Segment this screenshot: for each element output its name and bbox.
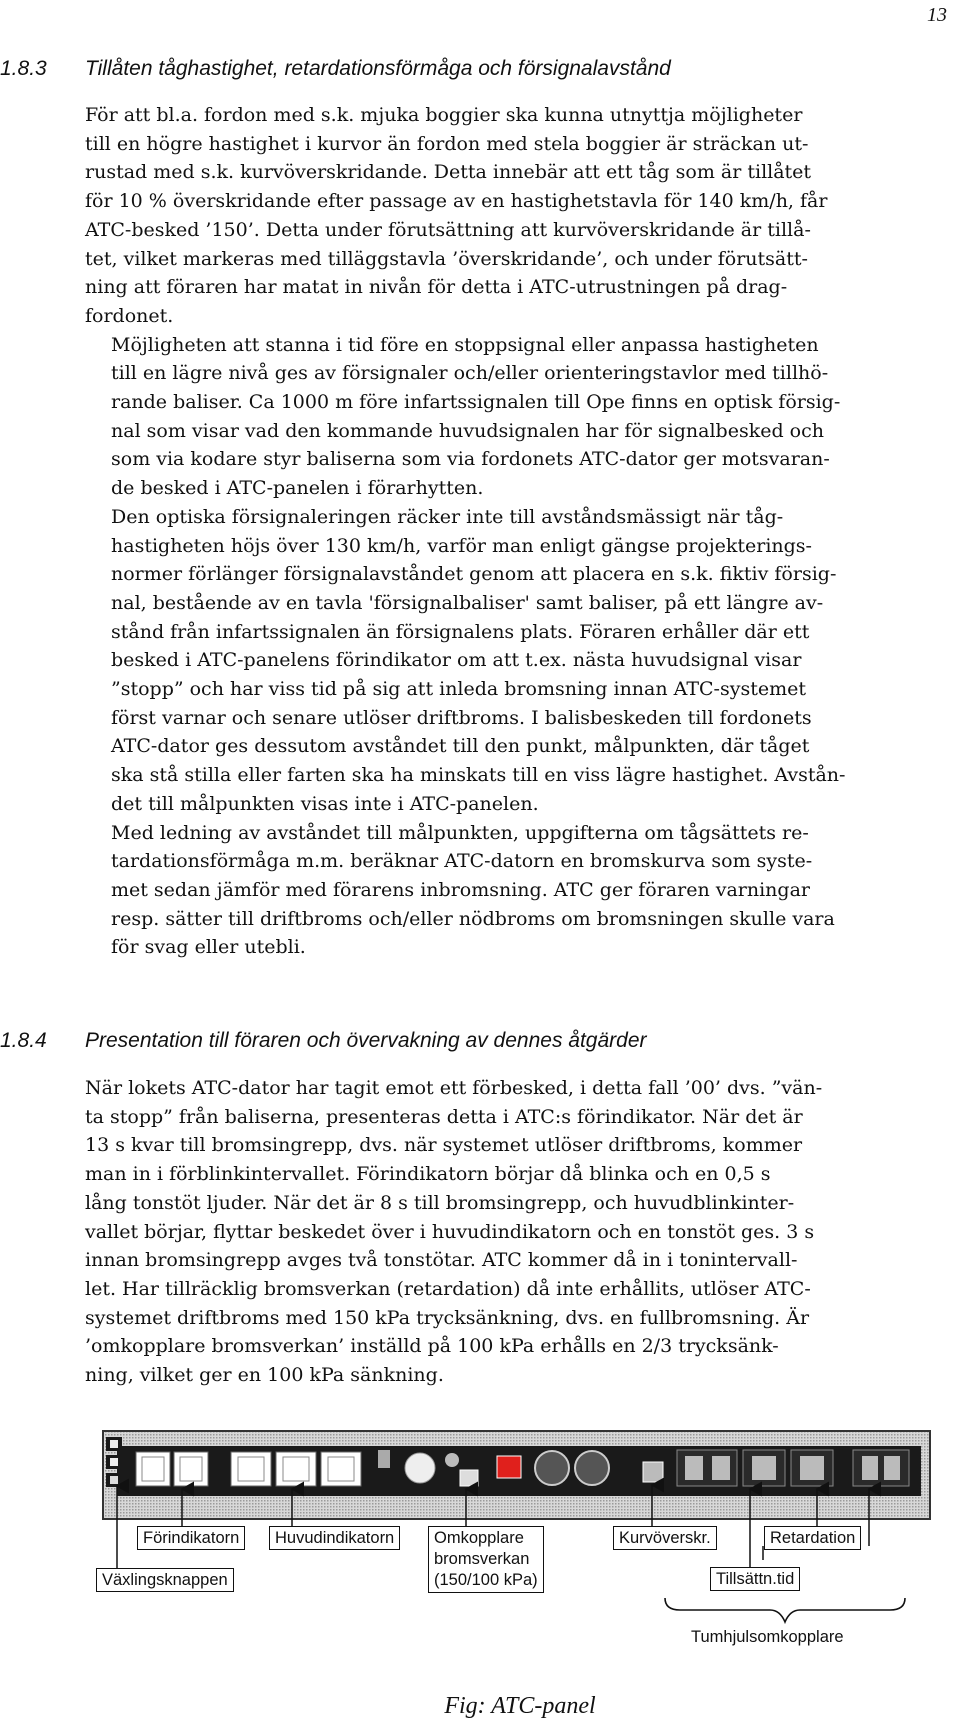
text-line: nal som visar vad den kommande huvudsignalen har för signalbesked och (111, 419, 824, 442)
text-line: För att bl.a. fordon med s.k. mjuka boggier ska kunna utnyttja möjligheter (85, 104, 803, 126)
text-line: ning, vilket ger en 100 kPa sänkning. (85, 1364, 444, 1387)
page-number: 13 (927, 4, 947, 26)
text-line: Möjligheten att stanna i tid före en stoppsignal eller anpassa hastigheten (111, 333, 819, 356)
thumbwheel-switches[interactable] (677, 1450, 909, 1486)
red-button[interactable] (497, 1456, 521, 1478)
huvudindikator-display (231, 1452, 361, 1486)
text-line: ATC-dator ges dessutom avståndet till den punkt, målpunkten, där tåget (111, 735, 810, 758)
text-line: let. Har tillräcklig bromsverkan (retardation) då inte erhållits, utlöser ATC- (85, 1277, 811, 1300)
text-line: normer förlänger försignalavståndet genom att placera en s.k. fiktiv försig- (111, 563, 837, 586)
text-line: ATC-besked ’150’. Detta under förutsättning att kurvöverskridande är tillå- (85, 218, 811, 241)
text-line: met sedan jämför med förarens inbromsning. ATC ger föraren varningar (111, 878, 810, 901)
text-line: nal, bestående av en tavla 'försignalbaliser' samt baliser, på ett längre av- (111, 591, 824, 614)
label-line: bromsverkan (434, 1550, 530, 1568)
text-line: Den optiska försignaleringen räcker inte till avståndsmässigt när tåg- (111, 505, 784, 528)
text-line: När lokets ATC-dator har tagit emot ett förbesked, i detta fall ’00’ dvs. ”vän- (85, 1077, 823, 1099)
label-huvudindikatorn: Huvudindikatorn (269, 1526, 400, 1550)
label-vaxlingsknappen: Växlingsknappen (96, 1568, 234, 1592)
text-line: hastigheten höjs över 130 km/h, varför man enligt gängse projekterings- (111, 534, 812, 557)
text-line: till en högre hastighet i kurvor än fordon med stela boggier är sträckan ut- (85, 132, 809, 155)
text-line: de besked i ATC-panelen i förarhytten. (111, 477, 484, 500)
figure-caption: Fig: ATC-panel (444, 1693, 596, 1719)
section-number: 1.8.4 (0, 1029, 47, 1052)
text-line: ning att föraren har matat in nivån för detta i ATC-utrustningen på drag- (85, 276, 788, 299)
section-number: 1.8.3 (0, 57, 47, 80)
text-line: tet, vilket markeras med tilläggstavla ’överskridande’, och under förutsätt- (85, 247, 808, 270)
text-line: Med ledning av avståndet till målpunkten, uppgifterna om tågsättets re- (111, 821, 809, 844)
text-line: som via kodare styr baliserna som via fordonets ATC-dator ger motsvaran- (111, 448, 830, 471)
text-line: ’omkopplare bromsverkan’ inställd på 100 kPa erhålls en 2/3 trycksänk- (85, 1335, 779, 1358)
text-line: till en lägre nivå ges av försignaler och/eller orienteringstavlor med tillhö- (111, 362, 829, 385)
dark-round-button[interactable] (575, 1451, 609, 1485)
small-indicator-lamp (445, 1453, 459, 1467)
text-line: tardationsförmåga m.m. beräknar ATC-datorn en bromskurva som syste- (111, 850, 813, 873)
grey-round-button[interactable] (405, 1453, 435, 1483)
thumbwheel-brace (665, 1598, 905, 1622)
text-line: det till målpunkten visas inte i ATC-panelen. (111, 792, 539, 815)
text-line: rande baliser. Ca 1000 m före infartssignalen till Ope finns en optisk försig- (111, 391, 841, 414)
text-line: för 10 % överskridande efter passage av en hastighetstavla för 140 km/h, får (85, 190, 828, 213)
text-line: ska stå stilla eller farten ska ha minskats till en viss lägre hastighet. Avstån- (111, 764, 846, 787)
text-line: stånd från infartssignalen än försignalens plats. Föraren erhåller där ett (111, 620, 810, 643)
atc-panel (103, 1431, 930, 1519)
left-button-column[interactable] (106, 1437, 122, 1487)
label-tumhjul: Tumhjulsomkopplare (691, 1628, 844, 1646)
text-line: 13 s kvar till bromsingrepp, dvs. när systemet utlöser driftbroms, kommer (85, 1134, 803, 1157)
text-line: ta stopp” från baliserna, presenteras detta i ATC:s förindikator. När det är (85, 1105, 803, 1128)
text-line: vallet börjar, flyttar beskedet över i huvudindikatorn och en tonstöt ges. 3 s (85, 1220, 815, 1243)
label-retardation: Retardation (764, 1526, 861, 1550)
text-line: först varnar och senare utlöser driftbroms. I balisbeskeden till fordonets (111, 706, 812, 729)
label-line: Omkopplare (434, 1529, 524, 1547)
text-line: innan bromsingrepp avges två tonstötar. ATC kommer då in i tonintervall- (85, 1249, 798, 1272)
text-line: för svag eller utebli. (111, 936, 306, 959)
kurvoverskr-switch[interactable] (643, 1462, 663, 1482)
label-omkopplare (428, 1526, 544, 1593)
text-line: besked i ATC-panelens förindikator om att t.ex. nästa huvudsignal visar (111, 649, 802, 672)
dark-round-button[interactable] (535, 1451, 569, 1485)
label-line: (150/100 kPa) (434, 1571, 538, 1589)
section-title: Presentation till föraren och övervakning av dennes åtgärder (85, 1029, 647, 1052)
text-line: man in i förblinkintervallet. Förindikatorn börjar då blinka och en 0,5 s (85, 1163, 771, 1186)
section-title: Tillåten tåghastighet, retardationsförmåga och försignalavstånd (85, 57, 671, 80)
label-tillsattn: Tillsättn.tid (710, 1567, 800, 1591)
text-line: ”stopp” och har viss tid på sig att inleda bromsning innan ATC-systemet (111, 678, 806, 701)
text-line: rustad med s.k. kurvöverskridande. Detta innebär att ett tåg som är tillåtet (85, 161, 812, 184)
text-line: fordonet. (85, 304, 174, 327)
text-line: resp. sätter till driftbroms och/eller nödbroms om bromsningen skulle vara (111, 907, 835, 930)
label-kurvoverskr: Kurvöverskr. (613, 1526, 717, 1550)
text-line: lång tonstöt ljuder. När det är 8 s till bromsingrepp, och huvudblinkinter- (85, 1191, 795, 1214)
label-forindikatorn: Förindikatorn (137, 1526, 245, 1550)
text-line: systemet driftbroms med 150 kPa trycksänkning, dvs. en fullbromsning. Är (85, 1306, 810, 1329)
